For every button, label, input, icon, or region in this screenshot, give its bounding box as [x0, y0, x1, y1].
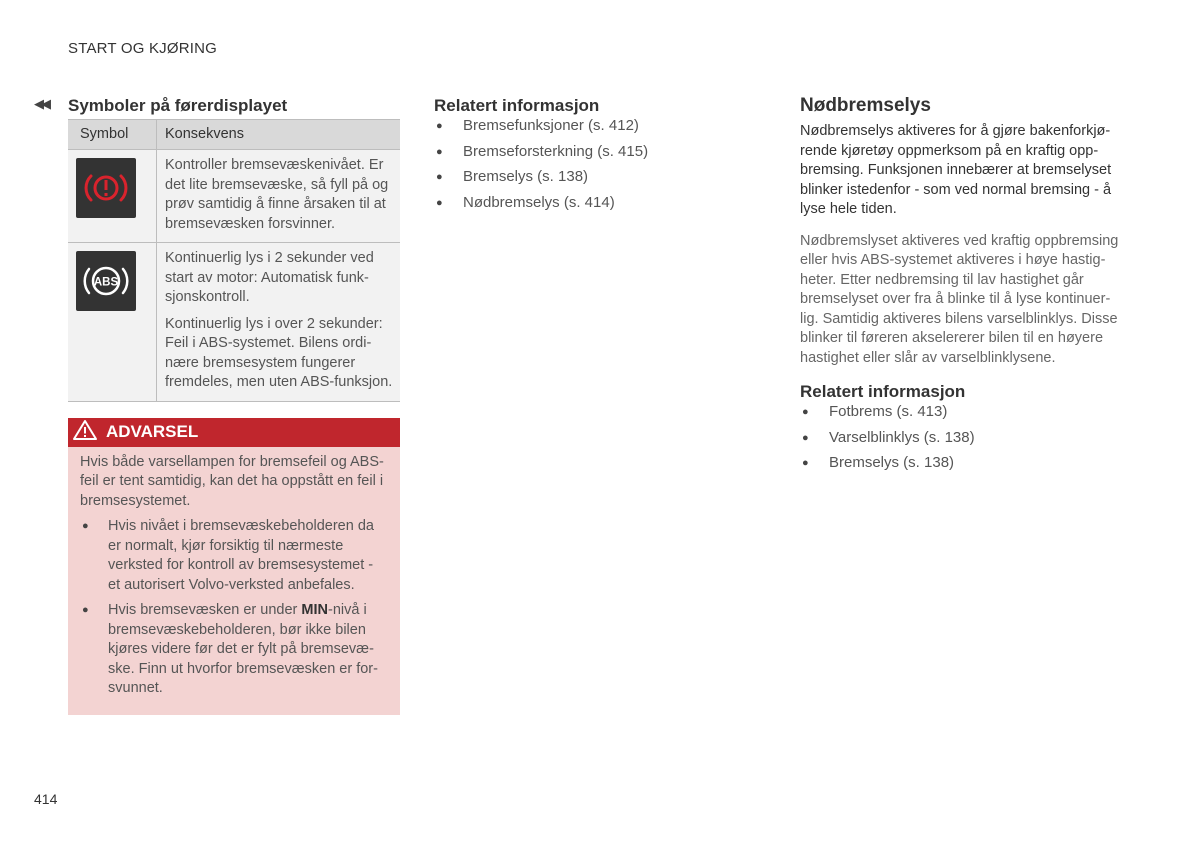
- warning-header: [68, 418, 400, 447]
- table-header-row: [68, 120, 400, 150]
- symbols-table: [68, 119, 400, 402]
- list-item: ● Hvis nivået i bremsevæskebeholderen da er normalt, kjør forsiktig til nærmeste verksted for kontroll av bremsesystemet - et autorisert Volvo-verksted anbefales.: [80, 517, 388, 595]
- symbol-cell: [68, 150, 157, 243]
- related-list: [800, 402, 1130, 479]
- column-header-symbol: Symbol: [68, 120, 157, 150]
- related-list: [434, 116, 764, 218]
- warning-bullet-text: Hvis bremsevæsken er under: [108, 602, 302, 618]
- related-link[interactable]: ● Fotbrems (s. 413): [800, 402, 1130, 428]
- emergency-brake-column: [800, 95, 1130, 479]
- related-link[interactable]: ● Bremseforsterkning (s. 415): [434, 142, 764, 168]
- warning-body: [68, 447, 400, 699]
- symbol-cell: [68, 243, 157, 402]
- related-title: Relatert informasjon: [800, 382, 966, 401]
- warning-triangle-icon: [72, 419, 98, 446]
- column-header-consequence: Konsekvens: [157, 120, 401, 150]
- consequence-cell: [157, 243, 401, 402]
- table-row: [68, 243, 400, 402]
- list-item: [80, 601, 388, 699]
- brake-warning-icon: [76, 158, 136, 218]
- page-number: 414: [34, 791, 58, 807]
- consequence-cell: [157, 150, 401, 243]
- warning-bullet-text: -nivå i bremsevæskebeholderen, bør ikke bilen kjøres videre før det er fylt på bremsevæ- ske. Finn ut hvorfor bremsevæsken er for- svunnet.: [108, 602, 378, 696]
- emergency-lead: Nødbremselys aktiveres for å gjøre bakenforkjø- rende kjøretøy oppmerksom på en kraftig opp- bremsing. Funksjonen innebærer at bremselyset blinker istedenfor - som ved normal bremsing - å lyse hele tiden.: [800, 123, 1112, 217]
- consequence-text: Kontinuerlig lys i 2 sekunder ved start av motor: Automatisk funk- sjonskontroll.: [165, 250, 374, 305]
- related-link[interactable]: ● Nødbremselys (s. 414): [434, 193, 764, 219]
- min-level-label: MIN: [301, 602, 329, 618]
- related-link[interactable]: ● Bremsefunksjoner (s. 412): [434, 116, 764, 142]
- related-column: [434, 96, 764, 218]
- warning-box: [68, 418, 400, 715]
- emergency-title: Nødbremselys: [800, 95, 931, 116]
- table-row: [68, 150, 400, 243]
- svg-text:ABS: ABS: [93, 276, 119, 289]
- warning-list: [80, 517, 388, 699]
- symbols-column: [68, 96, 400, 715]
- warning-title: ADVARSEL: [106, 422, 199, 441]
- symbols-title: Symboler på førerdisplayet: [68, 96, 288, 115]
- consequence-text: Kontinuerlig lys i over 2 sekunder: Feil i ABS-systemet. Bilens ordi- nære bremsesystem fungerer fremdeles, men uten ABS-funksjon.: [165, 315, 393, 390]
- section-header: START OG KJØRING: [68, 40, 218, 57]
- related-link[interactable]: ● Bremselys (s. 138): [434, 167, 764, 193]
- related-title: Relatert informasjon: [434, 96, 600, 115]
- related-link[interactable]: ● Varselblinklys (s. 138): [800, 428, 1130, 454]
- abs-warning-icon: [76, 251, 136, 311]
- back-arrows-icon[interactable]: ◀◀: [34, 96, 48, 111]
- consequence-text: Kontroller bremsevæskenivået. Er det lite bremsevæske, så fyll på og prøv samtidig å finne årsaken til at bremsevæsken forsvinner.: [165, 157, 389, 232]
- emergency-body: Nødbremslyset aktiveres ved kraftig oppbremsing eller hvis ABS-systemet aktiveres i høye hastig- heter. Etter nedbremsing til lav hastighet går bremselyset over fra å blinke til å lyse kontinuer- lig. Samtidig aktiveres bilens varselblinklys. Disse blinker til føreren akselererer bilen til en høyere hastighet eller slår av varselblinklysene.: [800, 232, 1119, 366]
- related-link[interactable]: ● Bremselys (s. 138): [800, 453, 1130, 479]
- warning-intro: Hvis både varsellampen for bremsefeil og ABS-feil er tent samtidig, kan det ha oppstått en feil i bremsesystemet.: [80, 453, 384, 509]
